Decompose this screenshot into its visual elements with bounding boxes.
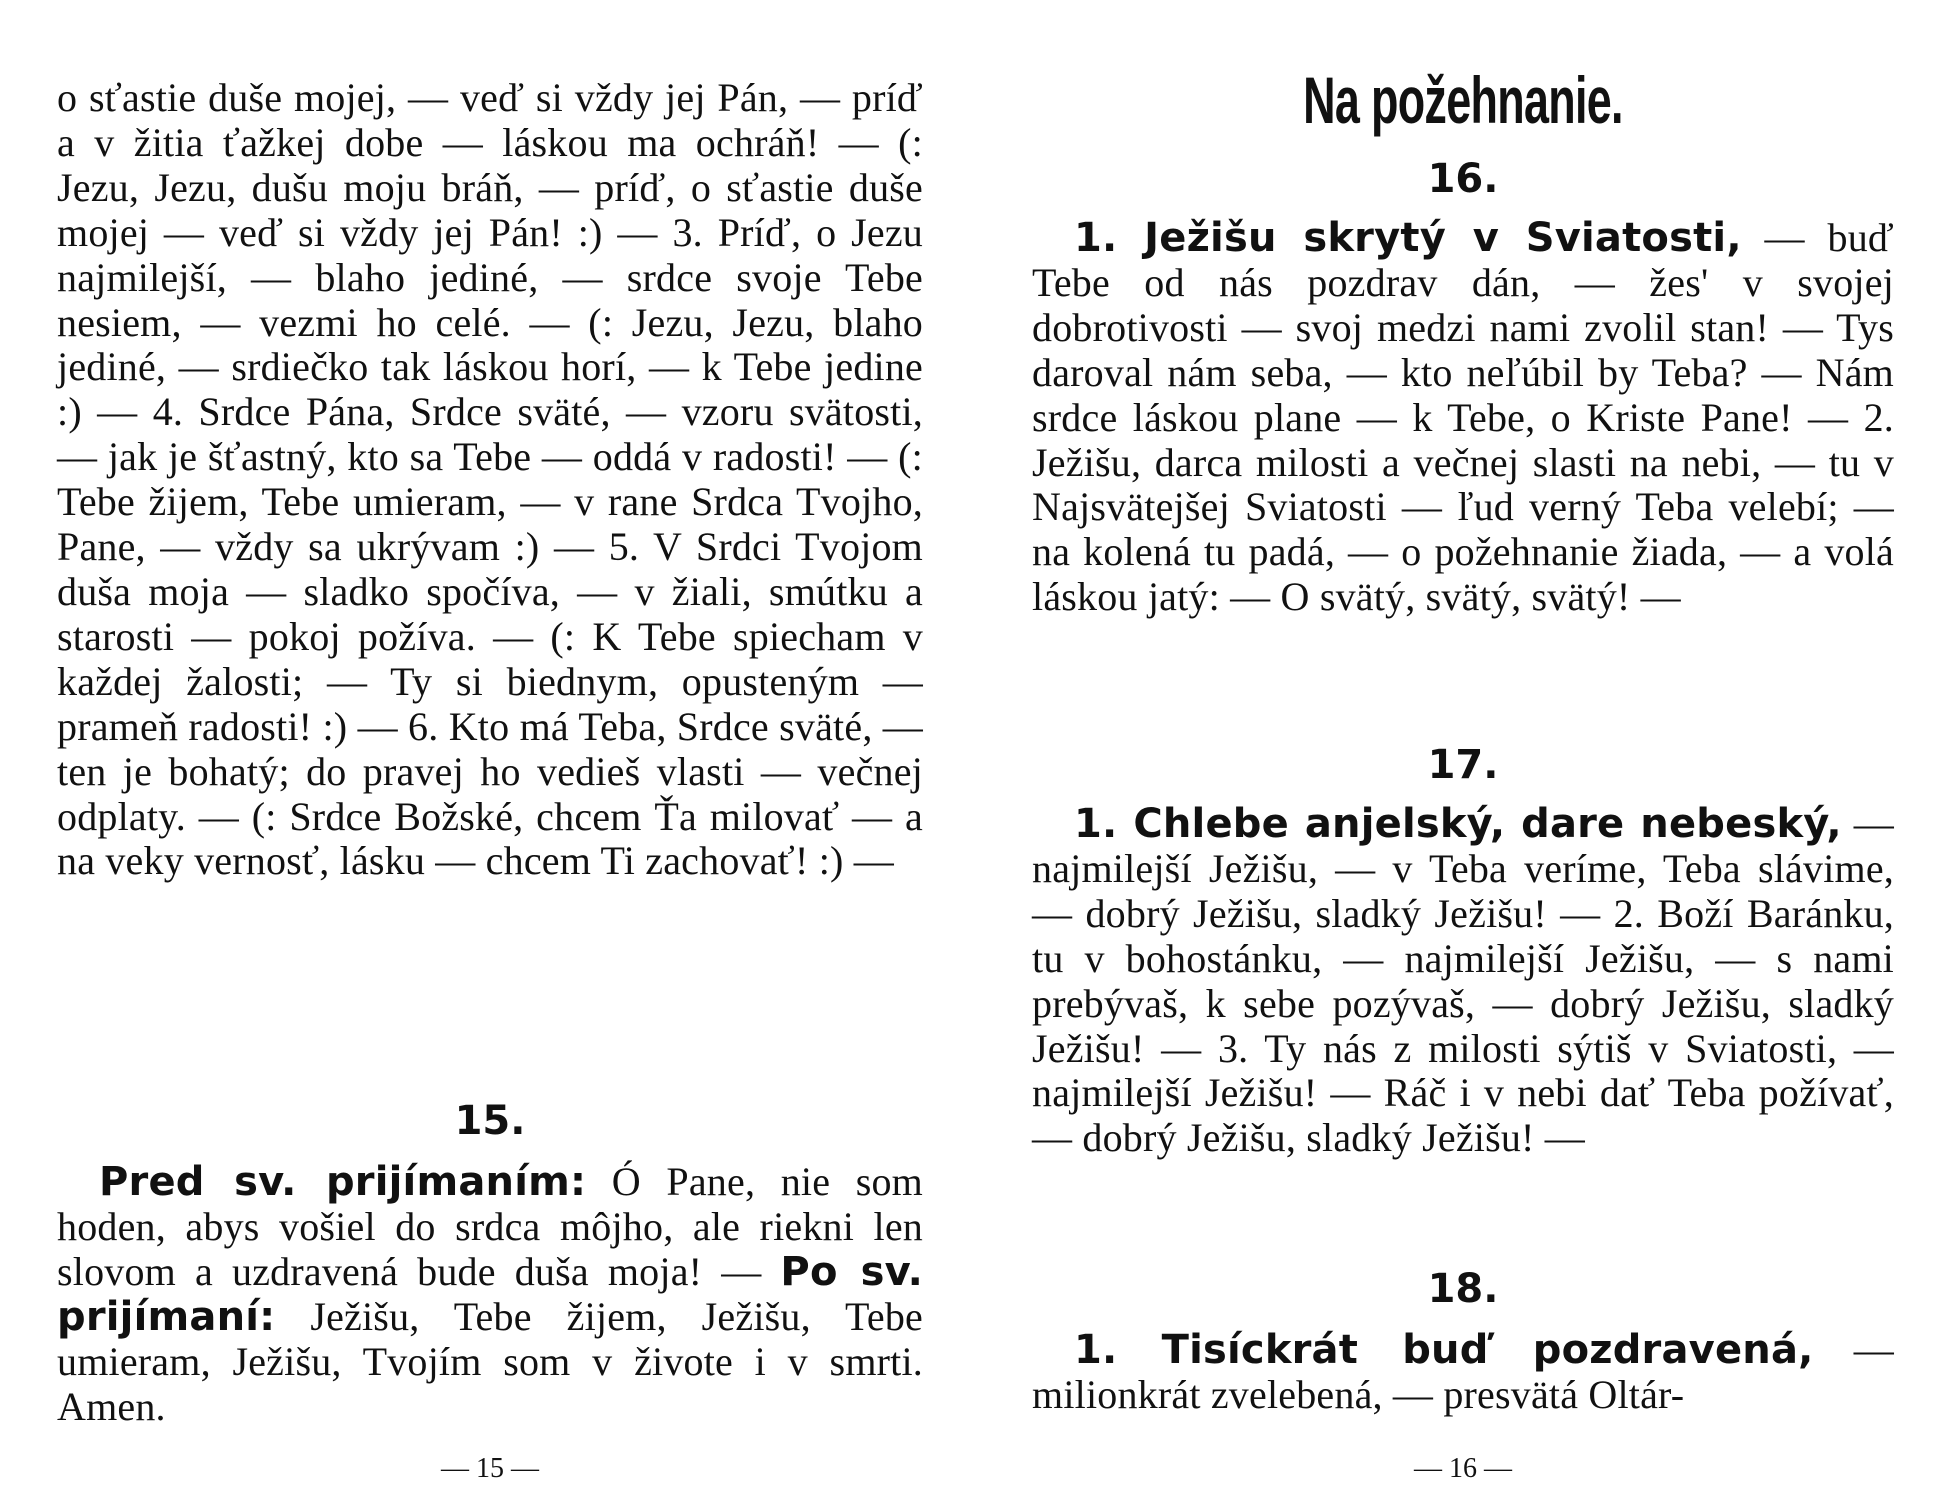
song-16-body: — buď Tebe od nás pozdrav dán, — žes' v svojej dobrotivosti — svoj medzi nami zvolil stan! — Tys daroval nám seba, — kto neľúbil by Teba? — Nám srdce láskou plane — k Tebe, o Kriste Pane! — 2. Ježišu, darca milosti a večnej slasti na nebi, — tu v Najsvätejšej Sviatosti — ľud verný Teba velebí; — na kolená tu padá, — o požehnanie žiada, — a volá láskou jatý: — O svätý, svätý, svätý! —: [1032, 215, 1894, 620]
song-15-prayer-before: Ó Pane, nie som hoden, abys vošiel do srdca môjho, ale riekni len slovom a uzdravená bude duša moja! —: [57, 1159, 923, 1294]
song-18-body: — milionkrát zvelebená, — presvätá Oltár-: [1032, 1327, 1894, 1417]
song-number-17: 17.: [1427, 742, 1499, 788]
song-17-text: [1032, 802, 1894, 1161]
page-title: Na požehnanie.: [1303, 63, 1623, 137]
song-16-heading: Ježišu skrytý v Sviatosti,: [1144, 215, 1742, 261]
song-number-15: 15.: [454, 1098, 526, 1144]
left-page: [57, 0, 923, 1500]
song-number-16: 16.: [1427, 156, 1499, 202]
song-18-heading: Tisíckrát buď pozdravená,: [1161, 1327, 1814, 1373]
song-15-heading-before: Pred sv. prijímaním:: [99, 1159, 587, 1205]
song-17-body: — najmilejší Ježišu, — v Teba veríme, Teba slávime, — dobrý Ježišu, sladký Ježišu! — 2. Boží Baránku, tu v bohostánku, — najmilejší Ježišu, — s nami prebývaš, k sebe pozývaš, — dobrý Ježišu, sladký Ježišu! — 3. Ty nás z milosti sýtiš v Sviatosti, — najmilejší Ježišu! — Ráč i v nebi dať Teba požívať, — dobrý Ježišu, sladký Ježišu! —: [1032, 801, 1894, 1161]
song-17-heading: Chlebe anjelský, dare nebeský,: [1133, 801, 1842, 847]
song-17-verse-number: 1.: [1074, 801, 1134, 847]
song-16-verse-number: 1.: [1074, 215, 1145, 261]
page-number-left: — 15 —: [441, 1453, 539, 1484]
song-18-text: [1032, 1328, 1894, 1418]
song-15-prayer-after: Ježišu, Tebe žijem, Ježišu, Tebe umieram, Ježišu, Tvojím som v živote i v smrti. Amen.: [57, 1293, 923, 1429]
right-page: [1032, 0, 1894, 1500]
song-16-text: [1032, 216, 1894, 620]
song-18-verse-number: 1.: [1074, 1327, 1162, 1373]
song-number-18: 18.: [1427, 1266, 1499, 1312]
song-15-heading-after: Po sv. prijímaní:: [57, 1248, 923, 1340]
song-15-text: [57, 1160, 923, 1429]
page-number-right: — 16 —: [1414, 1453, 1512, 1484]
song-14-continuation: o sťastie duše mojej, — veď si vždy jej Pán, — príď a v žitia ťažkej dobe — láskou ma ochráň! — (: Jezu, Jezu, dušu moju bráň, — príď, o sťastie duše mojej — veď si vždy jej Pán! :) — 3. Príď, o Jezu najmilejší, — blaho jediné, — srdce svoje Tebe nesiem, — vezmi ho celé. — (: Jezu, Jezu, blaho jediné, — srdiečko tak láskou horí, — k Tebe jedine :) — 4. Srdce Pána, Srdce sväté, — vzoru svätosti, — jak je šťastný, kto sa Tebe — oddá v radosti! — (: Tebe žijem, Tebe umieram, — v rane Srdca Tvojho, Pane, — vždy sa ukrývam :) — 5. V Srdci Tvojom duša moja — sladko spočíva, — v žiali, smútku a starosti — pokoj požíva. — (: K Tebe spiecham v každej žalosti; — Ty si biednym, opusteným — prameň radosti! :) — 6. Kto má Teba, Srdce sväté, — ten je bohatý; do pravej ho vedieš vlasti — večnej odplaty. — (: Srdce Božské, chcem Ťa milovať — a na veky vernosť, lásku — chcem Ti zachovať! :) —: [57, 75, 923, 884]
